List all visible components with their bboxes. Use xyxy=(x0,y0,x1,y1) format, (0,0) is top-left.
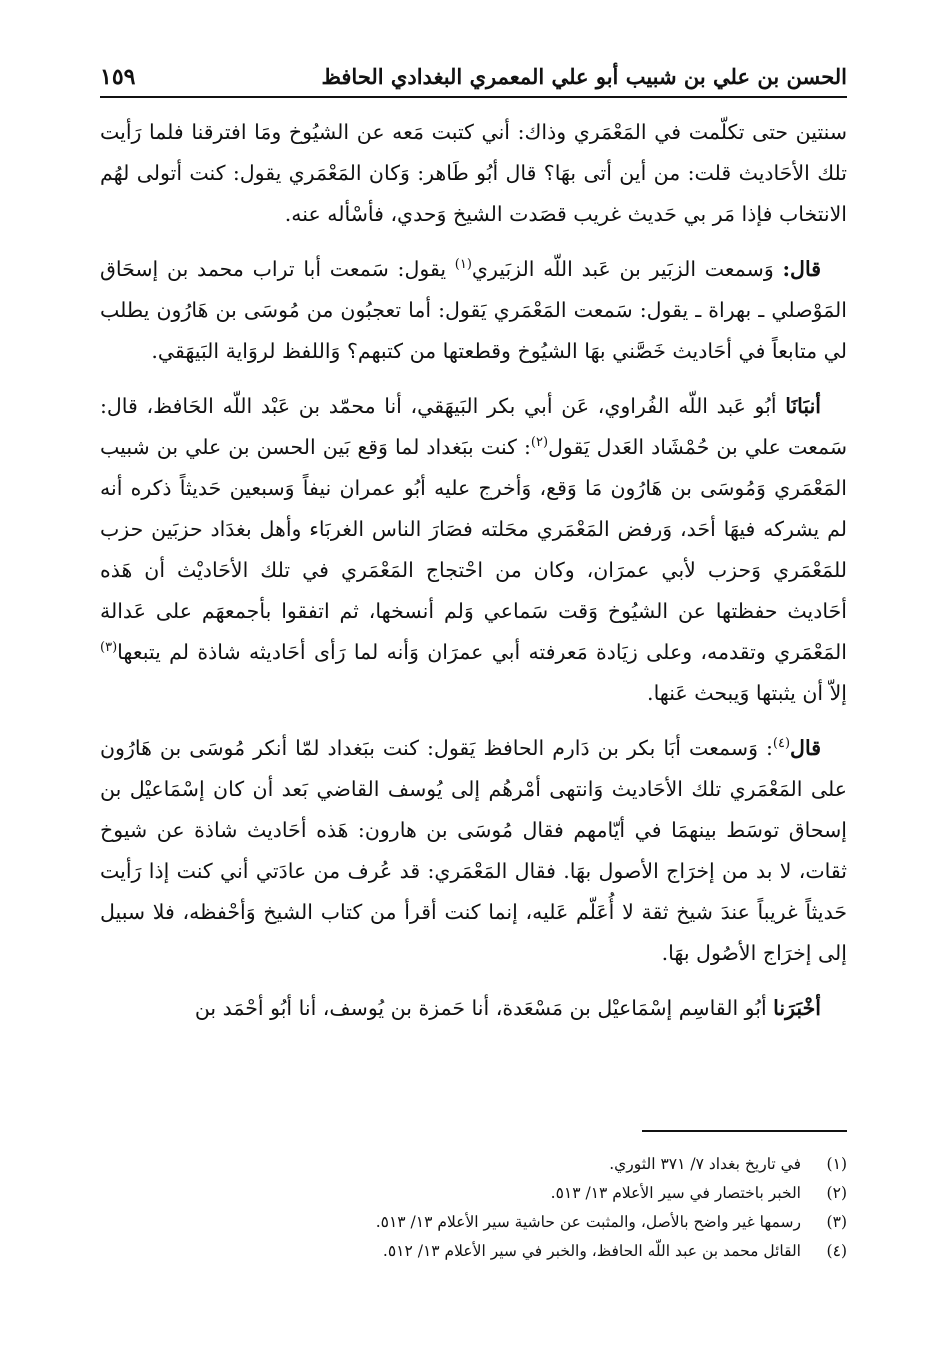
footnote-number: (١) xyxy=(826,1155,847,1173)
paragraph-text: إلاّ أن يثبتها وَيبحث عَنها. xyxy=(647,681,847,705)
paragraph-text: وَسمعت الزبَير بن عَبد اللّه الزبَيري xyxy=(471,257,783,281)
footnote-item xyxy=(100,1150,847,1179)
paragraph-3 xyxy=(100,386,847,714)
main-text xyxy=(100,112,847,1029)
paragraph-lead: أخْبَرَنا xyxy=(773,996,821,1020)
running-title: الحسن بن علي بن شبيب أبو علي المعمري البغدادي الحافظ xyxy=(321,64,847,89)
paragraph-5 xyxy=(100,988,847,1029)
paragraph-lead: أنبَانَا xyxy=(785,394,821,418)
footnote-text: رسمها غير واضح بالأصل، والمثبت عن حاشية سير الأعلام ١٣/ ٥١٣. xyxy=(375,1213,801,1231)
footnote-ref-1[interactable]: (١) xyxy=(454,257,472,273)
footnote-item xyxy=(100,1237,847,1266)
footnote-text: الخبر باختصار في سير الأعلام ١٣/ ٥١٣. xyxy=(550,1184,801,1202)
paragraph-text: يقول: سَمعت أبا تراب محمد بن إسحَاق المَوْصلي ـ بهراة ـ يقول: سَمعت المَعْمَري يَقول: أما تعجبُون من مُوسَى بن هَارُون يطلب لي متابعاً في أحَاديث خَصَّني بهَا الشيُوخ وقطعتها من كتبهم؟ وَاللفظ لروَاية البَيهَقي. xyxy=(100,257,847,363)
paragraph-text: : كنت ببَغداد لما وَقع بَين الحسن بن علي بن شبيب المَعْمَري وَمُوسَى بن هَارُون مَا وَقع، وَأخرج عليه أبُو عمران نيفاً وَسبعين حَديثاً ذكره أنه لم يشركه فيهَا أحَد، وَرفض المَعْمَري محَلته فصَارَ الناس الغربَاء وأهل بغدَاد حزبَين حزب للمَعْمَري وَحزب لأبي عمرَان، وكان من احْتجاج المَعْمَري في تلك الأحَاديْث أن هَذه أحَاديث حفظتها عن الشيُوخ وَقت سَماعي وَلم أنسخها، ثم اتفقوا بأجمعهَم على عَدالة المَعْمَري وتقدمه، وعلى زيَادة مَعرفته أبي عمرَان وَأنه لما رَأى أحَاديثه شاذة لم يتبعها xyxy=(100,435,847,664)
running-header xyxy=(100,62,847,98)
paragraph-text: أبُو القاسِم إسْمَاعيْل بن مَسْعَدة، أنا حَمزة بن يُوسف، أنا أبُو أحْمَد بن xyxy=(194,996,774,1020)
footnote-number: (٢) xyxy=(826,1184,847,1202)
footnote-item xyxy=(100,1179,847,1208)
paragraph-text: سنتين حتى تكلّمت في المَعْمَري وذاك: أني كتبت مَعه عن الشيُوخ ومَا افترقنا فلما رَأيت تلك الأحَاديث قلت: من أين أتى بهَا؟ قال أبُو طَاهر: وَكان المَعْمَري يقول: كنت أتولى لهُم الانتخاب فإذا مَر بي حَديث غريب قصَدت الشيخ وَحدي، فأسْأله عنه. xyxy=(100,120,847,226)
paragraph-text: : وَسمعت أبَا بكر بن دَارم الحافظ يَقول: كنت ببَغداد لمّا أنكر مُوسَى بن هَارُون على المَعْمَري تلك الأحَاديث وَانتهى أمْرهُم إلى يُوسف القاضي بَعد أن كان إسْمَاعيْل بن إسحاق توسَط بينهمَا في أيّامهم فقال مُوسَى بن هارون: هَذه أحَاديث شاذة عن شيوخ ثقات، لا بد من إخرَاج الأصول بهَا. فقال المَعْمَري: قد عُرف من عادَتي أني كنت إذا رَأيت حَديثاً غريباً عندَ شيخ ثقة لا أُعَلّم عَليه، إنما كنت أقرأ من كتاب الشيخ وَأحْفظه، فلا سبيل إلى إخرَاج الأصُول بهَا. xyxy=(100,736,847,965)
footnote-text: في تاريخ بغداد ٧/ ٣٧١ الثوري. xyxy=(609,1155,801,1173)
footnote-number: (٣) xyxy=(826,1213,847,1231)
footnote-item xyxy=(100,1208,847,1237)
footnote-ref-3[interactable]: (٣) xyxy=(100,640,118,656)
footnote-ref-4[interactable]: (٤) xyxy=(772,736,791,752)
paragraph-lead: قال xyxy=(790,736,821,760)
footnotes-list xyxy=(100,1150,847,1266)
footnote-divider xyxy=(642,1130,847,1132)
paragraph-4 xyxy=(100,728,847,974)
paragraph-2 xyxy=(100,249,847,372)
page-number: ١٥٩ xyxy=(100,64,136,90)
paragraph-1 xyxy=(100,112,847,235)
paragraph-text: أبُو عَبد اللّه الفُراوي، عَن أبي بكر البَيهَقي، أنا محمّد بن عَبْد اللّه الحَافظ، قال: سَمعت علي بن حُمْشَاد العَدل يَقول xyxy=(100,394,848,459)
footnote-number: (٤) xyxy=(826,1242,847,1260)
footnote-text: القائل محمد بن عبد اللّه الحافظ، والخبر في سير الأعلام ١٣/ ٥١٢. xyxy=(382,1242,801,1260)
footnote-ref-2[interactable]: (٢) xyxy=(530,435,549,451)
paragraph-lead: قال: xyxy=(782,257,821,281)
